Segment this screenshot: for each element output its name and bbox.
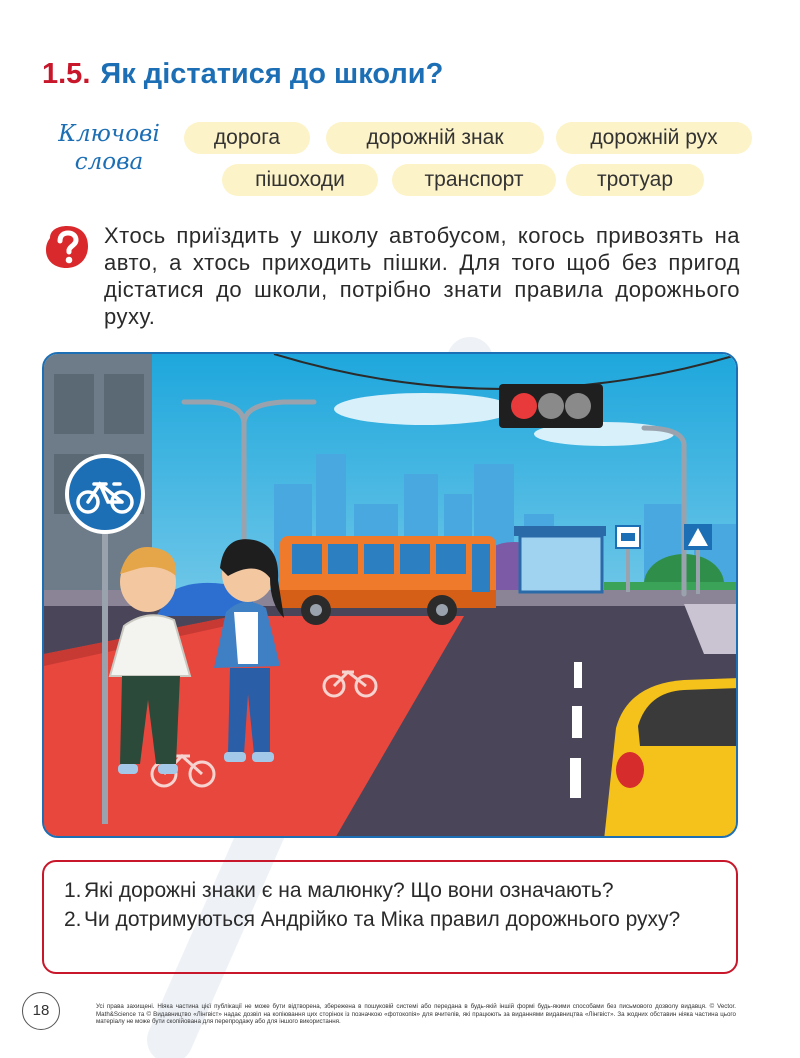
question-number: 1. — [64, 879, 82, 902]
question-text: Чи дотримуються Андрійко та Міка правил дорожнього руху? — [84, 908, 681, 931]
keywords-label-line1: Ключові — [58, 121, 160, 147]
pedestrian-crossing-icon — [684, 524, 712, 550]
intro-paragraph: Хтось приїздить у школу автобусом, когось привозять на авто, а хтось приходить пішки. Для того щоб без пригод дістатися до школи, потрібно знати правила дорожнього руху. — [104, 223, 740, 329]
bicycle-icon — [67, 456, 143, 532]
question-number: 2. — [64, 908, 82, 931]
keyword-chip: дорожній рух — [556, 122, 752, 154]
keyword-chip: пішоходи — [222, 164, 378, 196]
keyword-chip: транспорт — [392, 164, 556, 196]
street-illustration — [42, 352, 738, 838]
keyword-chip: дорожній знак — [326, 122, 544, 154]
traffic-light-icon — [499, 384, 603, 428]
bus-stop-icon — [616, 526, 640, 548]
keywords-label-line2: слова — [74, 149, 144, 175]
question-text: Які дорожні знаки є на малюнку? Що вони означають? — [84, 879, 614, 902]
question-mark-icon — [44, 224, 90, 270]
keyword-chip: дорога — [184, 122, 310, 154]
copyright-notice: Усі права захищені. Ніяка частина цієї публікації не може бути відтворена, збережена в пошуковій системі або передана в будь-якій іншій формі будь-якими способами без письмового дозволу видавця. © Vector. Math&Science та © Видавництво «Лінгвіст» надає дозвіл на копіювання цих сторінок із позначкою «фотокопія» для вчителів, які працюють за виданнями видавництва «Лінгвіст». За жодних обставин ніяка частина цього матеріалу не може бути скопійована для перепродажу або для іншого використання. — [96, 1003, 736, 1026]
keywords-label — [44, 120, 174, 176]
questions-box — [42, 860, 738, 974]
section-heading-text: Як дістатися до школи? — [100, 58, 444, 90]
page-number: 18 — [22, 992, 60, 1030]
section-title — [42, 58, 443, 91]
keyword-chip: тротуар — [566, 164, 704, 196]
question-item — [64, 905, 716, 934]
question-item — [64, 876, 716, 905]
section-number: 1.5. — [42, 58, 91, 90]
